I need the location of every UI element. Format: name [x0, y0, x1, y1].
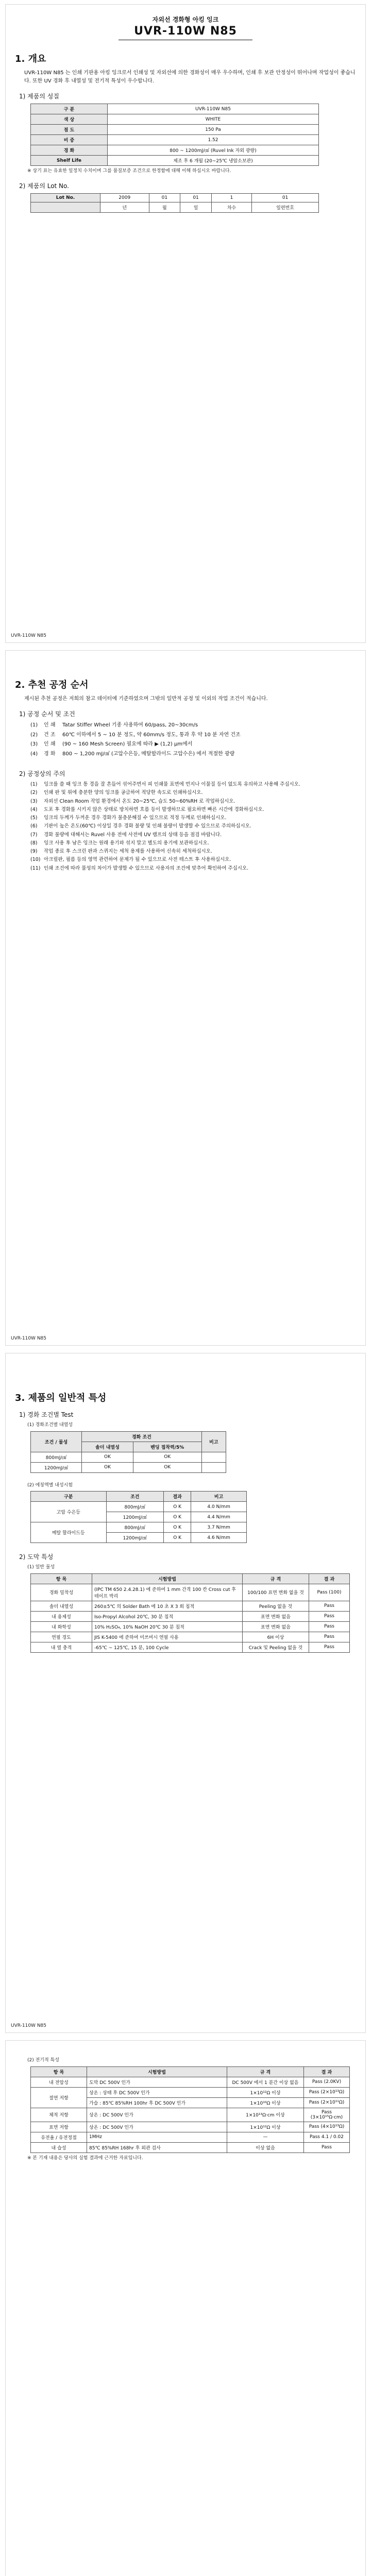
page-footer: UVR-110W N85: [11, 633, 47, 638]
table-row: 800mJ/㎠ OK OK: [31, 1452, 226, 1462]
table-row: 항 목 시험방법 규 격 결 과: [31, 1573, 350, 1584]
table-row: 경 화 800 ~ 1200mJ/㎠ (Ruvel Ink 자외 광량): [31, 145, 319, 156]
list-item: (5) 잉크의 두께가 두꺼운 경우 경화가 불충분해질 수 있으므로 적정 두께로 인쇄하십시오.: [30, 815, 227, 821]
process-step: (2) 건 조 60℃ 이하에서 5 ~ 10 분 정도, 약 60mm/s 정도, 통과 후 약 10 분 자연 건조: [30, 732, 241, 738]
document-title-block: [15, 15, 356, 40]
list-item: (10) 아크릴판, 필름 등의 영역 관련하여 문제가 될 수 있으므로 사전 테스트 후 사용하십시오.: [30, 857, 231, 863]
table-row: 1200mJ/㎠ O K 4.6 N/mm: [31, 1533, 247, 1543]
list-item: (7) 경화 불량에 대해서는 Ruvel 사용 전에 사전에 UV 램프의 상태 등을 점검 바랍니다.: [30, 832, 222, 838]
table-row: Lot No. 2009 01 01 1 01: [31, 193, 319, 202]
document-title: UVR-110W N85: [134, 25, 237, 38]
properties-table: [30, 104, 319, 166]
subsection-2-2-title: 2) 공정상의 주의: [19, 770, 65, 777]
table-row: Shelf Life 제조 후 6 개월 (20~25℃ 냉암소보관): [31, 156, 319, 166]
list-item: (2) 인쇄 판 및 위에 충분한 양의 잉크를 공급하여 적당한 속도로 인쇄하십시오.: [30, 790, 203, 796]
table-3-label: (1) 일반 물성: [27, 1565, 55, 1570]
table-row: 구분 조건 결과 비고: [31, 1492, 247, 1502]
table-row: 년 월 일 차수 일련번호: [31, 202, 319, 212]
page-footer: UVR-110W N85: [11, 2023, 47, 2028]
list-item: (6) 기판이 높은 온도(60℃) 이상일 경우 경화 불량 및 인쇄 불량이 발생할 수 있으므로 주의하십시오.: [30, 823, 251, 829]
electrical-note: ※ 본 기재 내용은 당사의 실험 결과에 근거한 자료입니다.: [27, 2155, 143, 2161]
properties-note: ※ 상기 표는 유효한 일정치 수치이며 그를 품질보증 조건으로 한정함에 대해 이해 하십시오 바랍니다.: [27, 168, 231, 174]
page-footer: UVR-110W N85: [11, 1336, 47, 1341]
table-row: 절연 저항 상온 : 상태 후 DC 500V 인가 1×10¹²Ω 이상 Pass (2×10¹³Ω): [31, 2087, 350, 2097]
page-1: [5, 4, 366, 643]
list-item: (3) 자외선 Clean Room 작업 환경에서 온도 20~25℃, 습도 50~60%RH 로 작업하십시오.: [30, 798, 235, 804]
table-2-label: (2) 에칭액별 내성시험: [27, 1482, 73, 1488]
general-properties-table: [30, 1573, 350, 1653]
page-4: [5, 2040, 366, 2576]
table-row: 내 화학성 10% H₂SO₄, 10% NaOH 20℃ 30 분 침적 표면 변화 없음 Pass: [31, 1621, 350, 1632]
table-row: 연필 경도 JIS K-5400 에 준하여 미쓰비시 연필 사용 6H 이상 Pass: [31, 1632, 350, 1642]
list-item: (9) 작업 종료 후 스크린 판과 스퀴지는 세척 용제를 사용하여 신속히 세척하십시오.: [30, 849, 212, 854]
section-3-heading: 3. 제품의 일반적 특성: [15, 1393, 107, 1403]
table-4-label: (2) 전기적 특성: [27, 2058, 59, 2063]
table-row: 색 상 WHITE: [31, 114, 319, 125]
caution-list: [30, 781, 356, 872]
list-item: (1) 잉크를 쓸 때 잉크 통 경을 잘 흔들어 섞어주면서 피 인쇄물 표면에 먼지나 이물질 등이 없도록 유의하고 사용해 주십시오.: [30, 782, 300, 787]
section-1-heading: 1. 개요: [15, 54, 46, 64]
table-row: 1200mJ/㎠ O K 4.4 N/mm: [31, 1512, 247, 1522]
table-row: 메탈 할라이드등 800mJ/㎠ O K 3.7 N/mm: [31, 1522, 247, 1533]
lot-number-table: [30, 193, 319, 213]
table-row: 비 중 1.52: [31, 135, 319, 145]
list-item: (8) 잉크 사용 후 남은 잉크는 원래 용기와 섞지 말고 별도의 용기에 보관하십시오.: [30, 840, 209, 846]
list-item: (11) 인쇄 조건에 따라 물성의 차이가 발생할 수 있으므로 사용자의 조건에 맞추어 확인하여 주십시오.: [30, 865, 249, 871]
list-item: (4) 도포 후 경화를 시키지 않은 상태로 방치하면 흐름 등이 발생하므로 필요하면 빠른 시간에 경화하십시오.: [30, 806, 264, 812]
section-2-heading: 2. 추천 공정 순서: [15, 680, 89, 690]
table-row: 체적 저항 상온 : DC 500V 인가 1×10¹³Ω·cm 이상 Pass (3×10¹⁵Ω·cm): [31, 2108, 350, 2122]
process-step: (1) 인 쇄 Tatar Stiffer Wheel 기종 사용하여 60/pass, 20~30cm/s: [30, 722, 198, 728]
table-row: 1200mJ/㎠ OK OK: [31, 1462, 226, 1472]
subsection-1-1-title: 1) 제품의 성질: [19, 93, 59, 100]
table-row: 내 습성 85℃ 85%RH 168hr 후 외관 검사 이상 없음 Pass: [31, 2142, 350, 2153]
table-row: 항 목 시험방법 규 격 결 과: [31, 2066, 350, 2077]
table-row: 경화 밀착성 (IPC TM 650 2.4.28.1) 에 준하여 1 mm 간격 100 칸 Cross cut 후 테이프 박리 100/100 표면 변화 없을 것 Pass (100): [31, 1584, 350, 1601]
cure-condition-table: [30, 1431, 226, 1473]
table-row: 표면 저항 상온 : DC 500V 인가 1×10¹²Ω 이상 Pass (4×10¹³Ω): [31, 2122, 350, 2132]
table-row: 내 전압성 도막 DC 500V 인가 DC 500V 에서 1 분간 이상 없음 Pass (2.0KV): [31, 2077, 350, 2087]
subsection-3-2-title: 2) 도막 특성: [19, 1553, 54, 1561]
table-1-label: (1) 경화조건별 내열성: [27, 1422, 73, 1428]
etching-table: [30, 1491, 247, 1543]
table-row: 구 분 UVR-110W N85: [31, 104, 319, 114]
document-subtitle: 자외선 경화형 아킹 잉크: [152, 16, 219, 23]
table-row: 솔더 내열성 260±5℃ 의 Solder Bath 에 10 초 X 3 회 침적 Peeling 없을 것 Pass: [31, 1601, 350, 1611]
section-1-intro: UVR-110W N85 는 인쇄 기판용 아킹 잉크로서 인쇄성 및 자외선에 의한 경화성이 매우 우수하며, 인쇄 후 보관 안정성이 뛰어나며 작업성이 좋습니다. 또한 UV 경화 후 내열성 및 전기적 특성이 우수합니다.: [24, 70, 356, 84]
subsection-3-1-title: 1) 경화 조건별 Test: [19, 1411, 74, 1418]
table-row: 가습 : 85℃ 85%RH 100hr 후 DC 500V 인가 1×10¹⁰Ω 이상 Pass (2×10¹¹Ω): [31, 2097, 350, 2108]
process-step: (3) 인 쇄 (90 ~ 160 Mesh Screen) 필요에 따라 ▶ (1,2) μm에서: [30, 741, 193, 747]
table-row: 내 용제성 Iso-Propyl Alcohol 20℃, 30 분 침적 표면 변화 없음 Pass: [31, 1611, 350, 1621]
electrical-properties-table: [30, 2066, 350, 2153]
table-row: 내 열 충격 -65℃ ~ 125℃, 15 분, 100 Cycle Crack 및 Peeling 없을 것 Pass: [31, 1642, 350, 1652]
process-step: (4) 경 화 800 ~ 1,200 mJ/㎠ (고압수은등, 메탈할라이드 고압수은) 에서 적절한 광량: [30, 751, 235, 757]
table-row: 유전율 / 유전정접 1MHz — Pass 4.1 / 0.02: [31, 2132, 350, 2142]
subsection-2-1-title: 1) 공정 순서 및 조건: [19, 710, 75, 718]
page-2: [5, 650, 366, 1346]
table-row: 조건 / 물성 경화 조건 비고: [31, 1431, 226, 1442]
table-row: 고압 수은등 800mJ/㎠ O K 4.0 N/mm: [31, 1502, 247, 1512]
subsection-1-2-title: 2) 제품의 Lot No.: [19, 182, 69, 190]
section-2-intro: 제시된 추천 공정은 저희의 참고 데이터에 기준하였으며 그밖의 일반적 공정 및 이외의 작업 조건이 적습니다.: [24, 696, 268, 702]
page-3: [5, 1353, 366, 2033]
table-row: 솔더 내열성 벤딩 접착력/5%: [31, 1442, 226, 1452]
table-row: 점 도 150 Pa: [31, 125, 319, 135]
